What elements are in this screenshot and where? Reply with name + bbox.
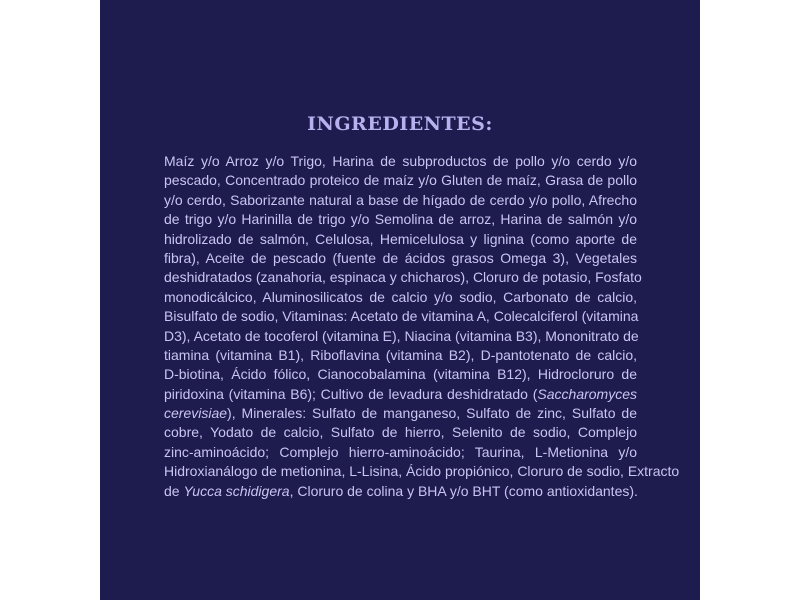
ingredients-line: zinc-aminoácido; Complejo hierro-aminoácido; Taurina, L-Metionina y/o xyxy=(164,443,637,460)
line-text: , Cloruro de colina y BHA y/o BHT (como antioxidantes). xyxy=(289,482,638,499)
italic-species-name: Saccharomyces xyxy=(537,385,637,402)
ingredients-line: fibra), Aceite de pescado (fuente de ácidos grasos Omega 3), Vegetales xyxy=(164,249,637,266)
ingredients-line: monodicálcico, Aluminosilicatos de calcio y/o sodio, Carbonato de calcio, xyxy=(164,288,637,305)
ingredients-title: INGREDIENTES: xyxy=(307,113,493,135)
ingredients-line xyxy=(164,385,637,404)
ingredients-line: de trigo y/o Harinilla de trigo y/o Semolina de arroz, Harina de salmón y/o xyxy=(164,211,637,228)
ingredients-text xyxy=(164,152,680,501)
ingredients-line xyxy=(164,404,637,423)
line-text: piridoxina (vitamina B6); Cultivo de levadura deshidratado ( xyxy=(164,385,538,402)
ingredients-line: Hidroxianálogo de metionina, L-Lisina, Ácido propiónico, Cloruro de sodio, Extracto xyxy=(164,463,680,480)
ingredients-line xyxy=(164,482,637,501)
ingredients-line: Bisulfato de sodio, Vitaminas: Acetato de vitamina A, Colecalciferol (vitamina xyxy=(164,308,639,325)
italic-species-name: Yucca schidigera xyxy=(183,482,290,499)
line-text: de xyxy=(164,482,184,499)
italic-species-name: cerevisiae xyxy=(164,405,228,422)
ingredients-line: D3), Acetato de tocoferol (vitamina E), Niacina (vitamina B3), Mononitrato de xyxy=(164,327,639,344)
ingredients-line: tiamina (vitamina B1), Riboflavina (vitamina B2), D-pantotenato de calcio, xyxy=(164,346,637,363)
ingredients-line: deshidratados (zanahoria, espinaca y chicharos), Cloruro de potasio, Fosfato xyxy=(164,269,642,286)
ingredients-line: y/o cerdo, Saborizante natural a base de hígado de cerdo y/o pollo, Afrecho xyxy=(164,191,637,208)
line-text: ), Minerales: Sulfato de manganeso, Sulfato de zinc, Sulfato de xyxy=(227,405,637,422)
ingredients-line: D-biotina, Ácido fólico, Cianocobalamina (vitamina B12), Hidrocloruro de xyxy=(164,366,637,383)
ingredients-line: pescado, Concentrado proteico de maíz y/o Gluten de maíz, Grasa de pollo xyxy=(164,172,637,189)
ingredients-line: cobre, Yodato de calcio, Sulfato de hierro, Selenito de sodio, Complejo xyxy=(164,424,637,441)
ingredients-line: Maíz y/o Arroz y/o Trigo, Harina de subproductos de pollo y/o cerdo y/o xyxy=(164,153,637,169)
ingredients-panel xyxy=(100,0,700,600)
ingredients-line: hidrolizado de salmón, Celulosa, Hemicelulosa y lignina (como aporte de xyxy=(164,230,637,247)
